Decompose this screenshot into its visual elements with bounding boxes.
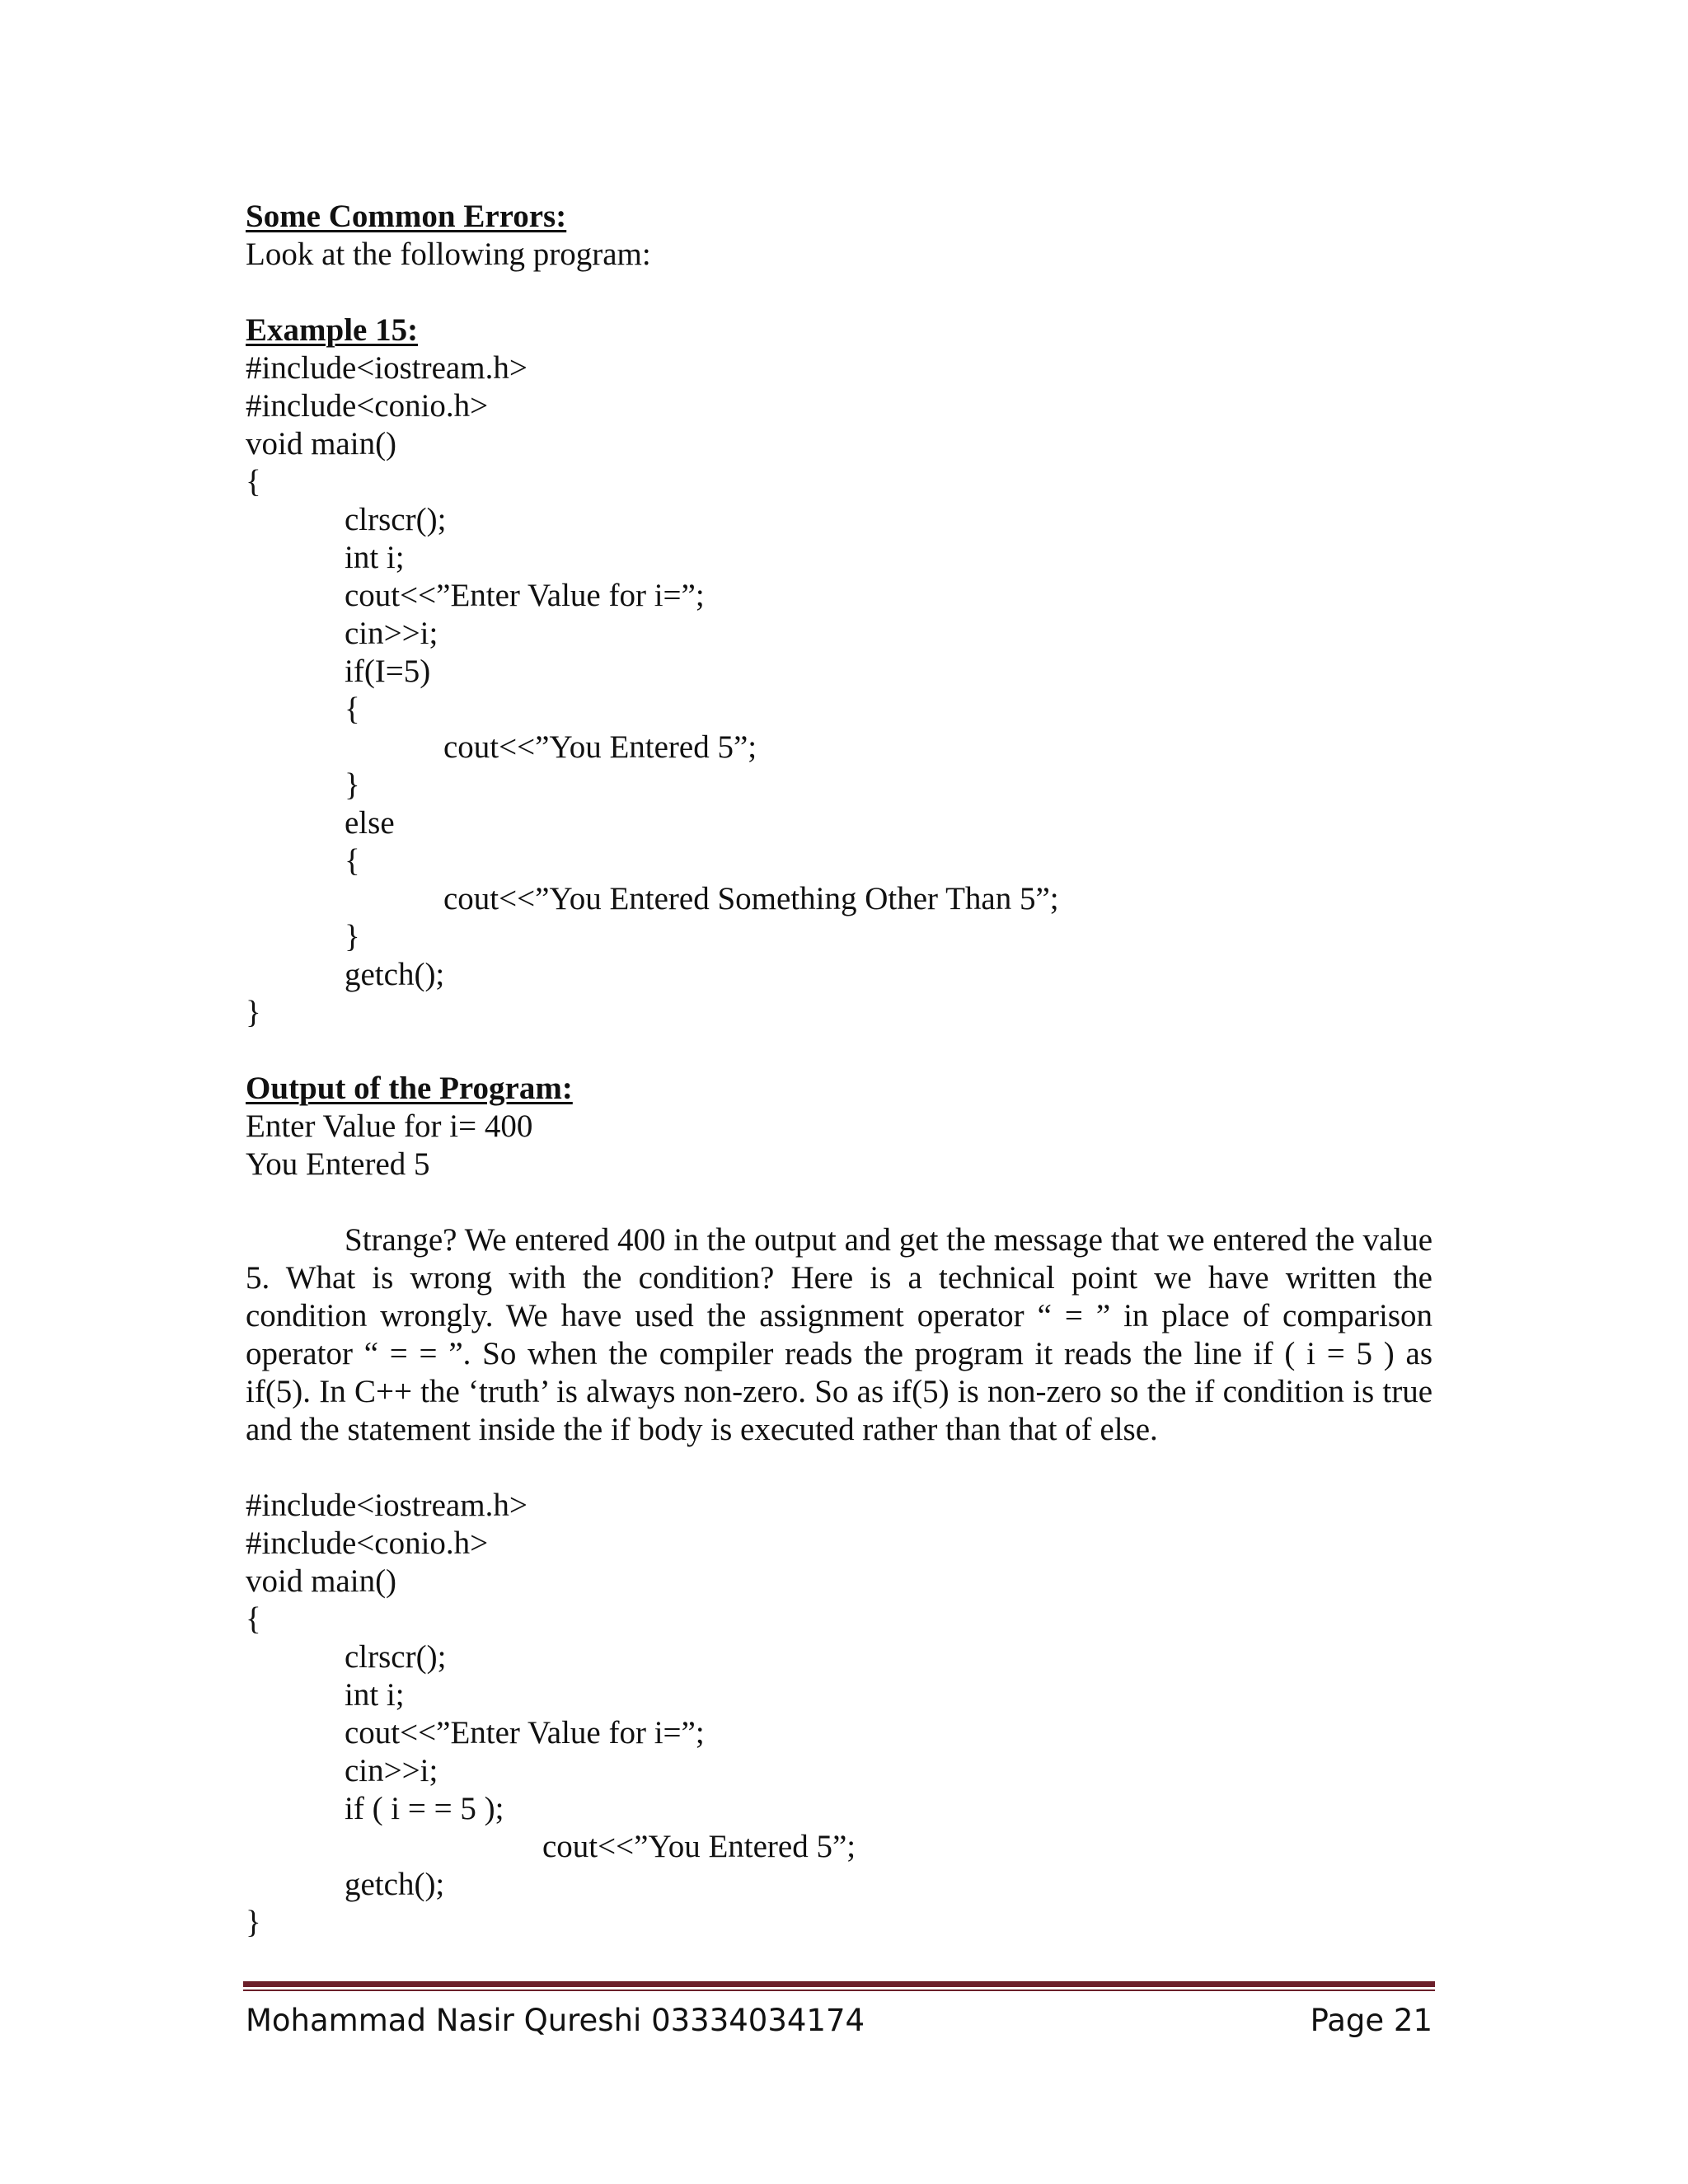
code-line: cout<<”Enter Value for i=”; <box>345 1715 705 1750</box>
footer-rule-thick <box>243 1981 1435 1987</box>
code-line: getch(); <box>345 957 445 992</box>
page-content <box>246 198 1432 1942</box>
code-block-example-15 <box>246 349 1432 1032</box>
code-line: { <box>345 691 360 727</box>
code-line: if ( i = = 5 ); <box>345 1791 504 1826</box>
code-line: int i; <box>345 540 405 575</box>
code-line: cout<<”You Entered 5”; <box>443 729 757 765</box>
code-line: void main() <box>246 1563 397 1599</box>
code-line: clrscr(); <box>345 1639 447 1675</box>
spacer <box>246 1032 1432 1070</box>
section-heading: Some Common Errors: <box>246 199 567 234</box>
code-line: #include<iostream.h> <box>246 1488 528 1523</box>
code-line: #include<iostream.h> <box>246 350 528 386</box>
code-line: else <box>345 805 395 841</box>
spacer <box>246 1183 1432 1221</box>
code-line: void main() <box>246 426 397 462</box>
explanation-paragraph: Strange? We entered 400 in the output and get the message that we entered the value 5. What is wrong with the condition? Here is a technical point we have written the condition wrongly. We have used the assignment operator “ = ” in place of comparison operator “ = = ”. So when the compiler reads the program it reads the line if ( i = 5 ) as if(5). In C++ the ‘truth’ is always non-zero. So as if(5) is non-zero so the if condition is true and the statement inside the if body is executed rather than that of else. <box>246 1222 1432 1447</box>
footer-rule-thin <box>243 1990 1435 1991</box>
code-line: getch(); <box>345 1867 445 1902</box>
output-line: You Entered 5 <box>246 1146 430 1182</box>
code-line: cout<<”You Entered Something Other Than 5”; <box>443 881 1059 916</box>
code-line: { <box>246 1601 261 1637</box>
code-block-corrected <box>246 1487 1432 1942</box>
code-line: { <box>246 464 261 499</box>
code-line: cin>>i; <box>345 1753 438 1788</box>
code-line: cout<<”You Entered 5”; <box>542 1829 856 1864</box>
page-number: Page 21 <box>1310 2003 1432 2038</box>
footer-author: Mohammad Nasir Qureshi 03334034174 <box>246 2003 865 2038</box>
code-line: clrscr(); <box>345 502 447 537</box>
code-line: if(I=5) <box>345 654 431 689</box>
example-heading: Example 15: <box>246 312 419 348</box>
code-line: cin>>i; <box>345 616 438 651</box>
code-line: } <box>345 767 360 803</box>
spacer <box>246 274 1432 312</box>
code-line: } <box>246 995 261 1030</box>
output-line: Enter Value for i= 400 <box>246 1108 533 1144</box>
page-footer <box>246 1996 1432 2046</box>
code-line: int i; <box>345 1677 405 1713</box>
spacer <box>246 1449 1432 1487</box>
code-line: #include<conio.h> <box>246 1526 489 1561</box>
code-line: { <box>345 843 360 879</box>
code-line: } <box>345 919 360 954</box>
code-line: #include<conio.h> <box>246 388 489 424</box>
code-line: cout<<”Enter Value for i=”; <box>345 578 705 613</box>
output-heading: Output of the Program: <box>246 1071 573 1106</box>
intro-text: Look at the following program: <box>246 237 651 272</box>
code-line: } <box>246 1905 261 1940</box>
